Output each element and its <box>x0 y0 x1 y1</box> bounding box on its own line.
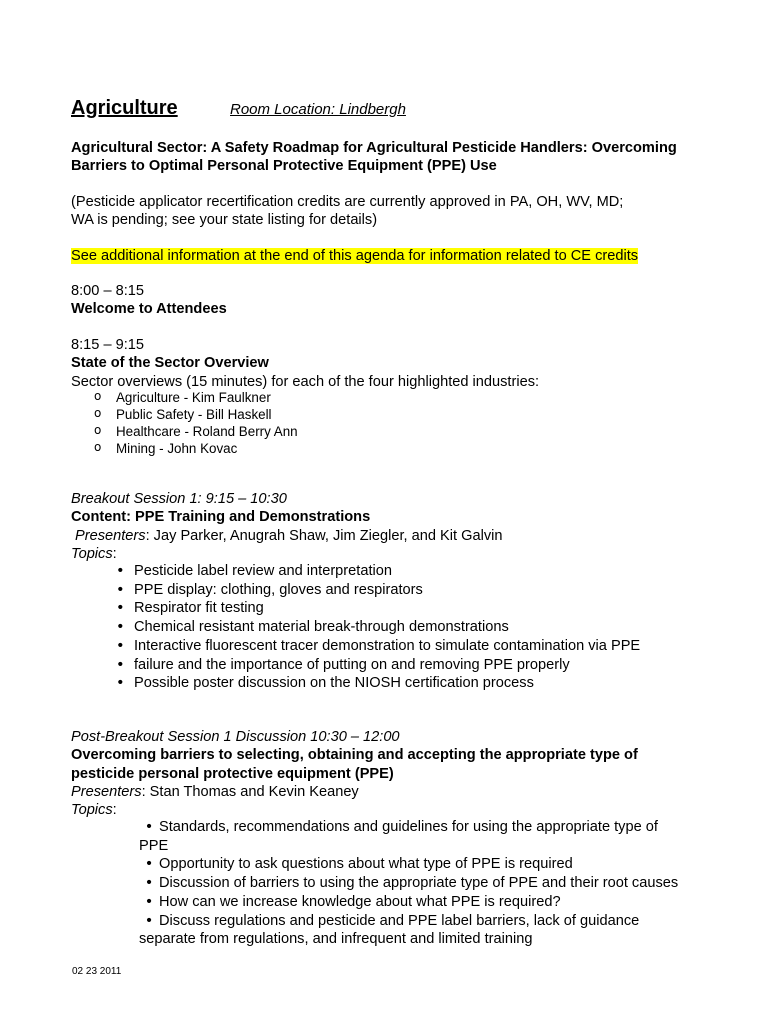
list-item: • Interactive fluorescent tracer demonstration to simulate contamination via PPE <box>134 637 640 656</box>
list-item: • Discuss regulations and pesticide and PPE label barriers, lack of guidance <box>139 912 678 931</box>
footer-date: 02 23 2011 <box>72 966 122 977</box>
session-title-line: Agricultural Sector: A Safety Roadmap for Agricultural Pesticide Handlers: Overcoming <box>71 140 677 156</box>
welcome-time: 8:00 – 8:15 <box>71 283 145 299</box>
breakout-topics <box>134 562 640 693</box>
credits-note-line: WA is pending; see your state listing for details) <box>71 212 378 229</box>
post-breakout-topics <box>139 818 678 949</box>
list-item: o Agriculture - Kim Faulkner <box>116 389 298 406</box>
welcome-block <box>71 282 227 319</box>
list-item: • Opportunity to ask questions about what type of PPE is required <box>139 855 678 874</box>
breakout-topics-label: Topics: <box>71 545 117 562</box>
breakout-session: Breakout Session 1: 9:15 – 10:30 <box>71 491 287 507</box>
overview-time: 8:15 – 9:15 <box>71 337 145 353</box>
list-item-continuation: PPE <box>139 837 169 854</box>
presenters-names: : Stan Thomas and Kevin Keaney <box>141 783 359 800</box>
session-title <box>71 139 677 176</box>
session-title-line: Barriers to Optimal Personal Protective Equipment (PPE) Use <box>71 158 497 175</box>
credits-note-line: (Pesticide applicator recertification credits are currently approved in PA, OH, WV, MD; <box>71 194 624 210</box>
overview-title: State of the Sector Overview <box>71 355 269 372</box>
bullet-icon: • <box>144 874 154 892</box>
breakout-content: Content: PPE Training and Demonstrations <box>71 509 371 526</box>
bullet-icon: • <box>144 818 154 835</box>
post-breakout-topics-label: Topics: <box>71 802 117 819</box>
bullet-icon: • <box>144 892 154 910</box>
list-item: o Healthcare - Roland Berry Ann <box>116 423 298 440</box>
presenters-label: Presenters <box>75 527 146 544</box>
overview-block <box>71 336 539 391</box>
post-breakout-title-line: pesticide personal protective equipment (PPE) <box>71 765 394 782</box>
credits-note <box>71 193 623 230</box>
list-item: • PPE display: clothing, gloves and respirators <box>134 581 640 600</box>
post-breakout-session: Post-Breakout Session 1 Discussion 10:30 – 12:00 <box>71 729 400 745</box>
list-item-continuation: • failure and the importance of putting on and removing PPE properly <box>134 656 640 675</box>
breakout-block <box>71 490 503 563</box>
bullet-icon: • <box>144 855 154 873</box>
overview-list <box>116 389 298 457</box>
list-item: o Mining - John Kovac <box>116 440 298 457</box>
list-item: • How can we increase knowledge about what PPE is required? <box>139 893 678 912</box>
list-item-continuation: separate from regulations, and infrequent and limited training <box>139 931 533 948</box>
post-breakout-title-line: Overcoming barriers to selecting, obtaining and accepting the appropriate type of <box>71 747 638 764</box>
room-location: Room Location: Lindbergh <box>230 101 406 118</box>
list-item: • Standards, recommendations and guidelines for using the appropriate type of <box>139 818 678 837</box>
list-item: o Public Safety - Bill Haskell <box>116 406 298 423</box>
list-item: • Chemical resistant material break-through demonstrations <box>134 618 640 637</box>
list-item: • Pesticide label review and interpretation <box>134 562 640 581</box>
bullet-icon: • <box>144 911 154 929</box>
presenters-names: : Jay Parker, Anugrah Shaw, Jim Ziegler, and Kit Galvin <box>145 527 503 544</box>
post-breakout-block <box>71 728 638 819</box>
breakout-presenters <box>71 527 503 545</box>
presenters-label: Presenters <box>71 783 142 800</box>
list-item: • Respirator fit testing <box>134 599 640 618</box>
highlighted-text: See additional information at the end of this agenda for information related to CE credits <box>71 248 639 264</box>
page-title: Agriculture <box>71 97 178 119</box>
post-breakout-presenters <box>71 783 638 801</box>
ce-credits-note <box>71 247 638 265</box>
welcome-title: Welcome to Attendees <box>71 301 227 318</box>
list-item: • Possible poster discussion on the NIOSH certification process <box>134 674 640 693</box>
overview-desc: Sector overviews (15 minutes) for each of the four highlighted industries: <box>71 373 540 390</box>
list-item: • Discussion of barriers to using the appropriate type of PPE and their root causes <box>139 874 678 893</box>
